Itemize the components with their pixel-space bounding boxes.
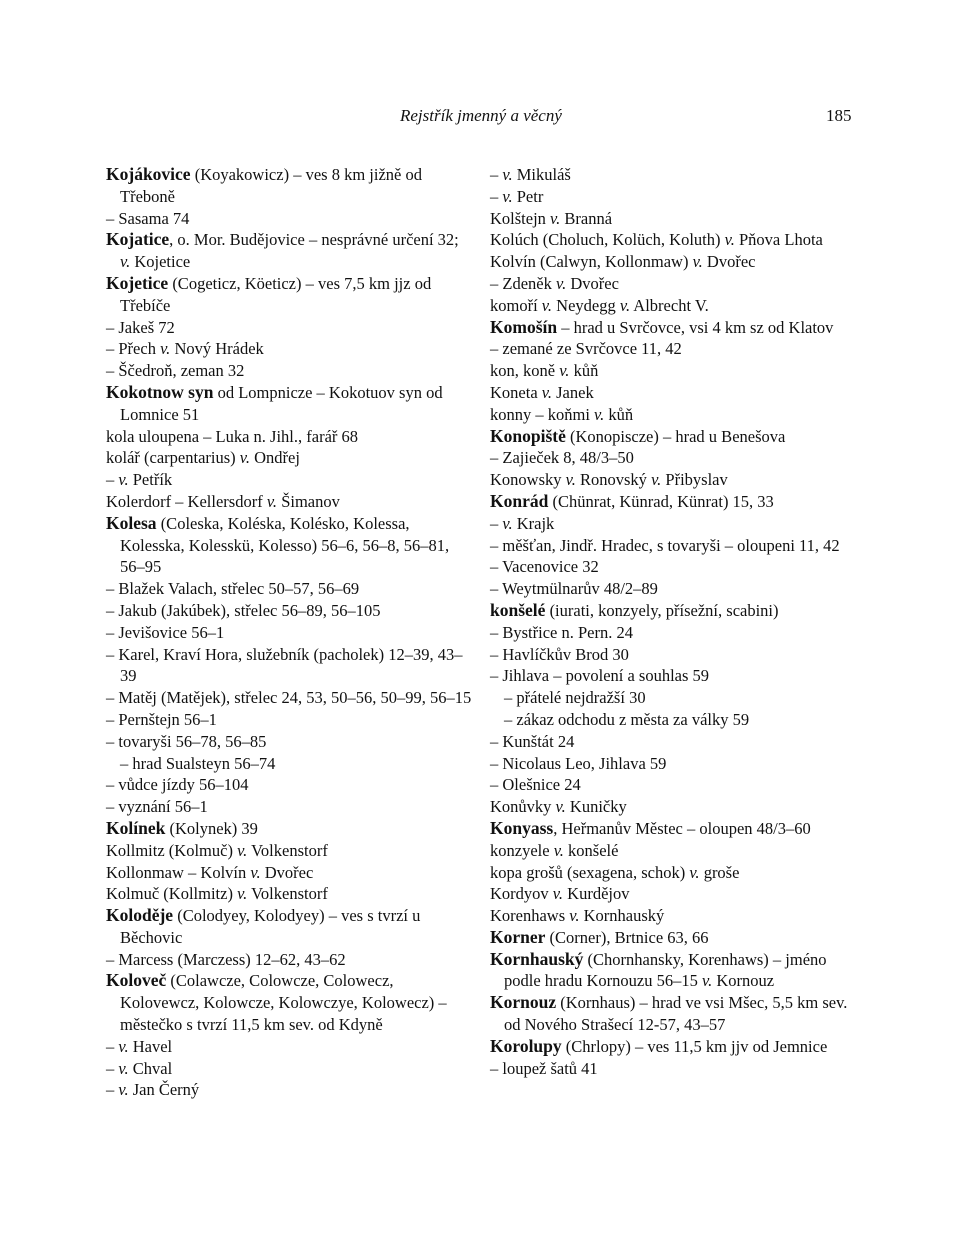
- entry-text: , o. Mor. Budějovice – nesprávné určení 32;: [169, 230, 459, 250]
- entry-text: –: [490, 186, 503, 206]
- entry-text: – Weytmülnarův 48/2–89: [490, 579, 658, 599]
- index-entry: [106, 840, 472, 862]
- entry-text: kůň: [604, 404, 634, 424]
- index-entry: [490, 447, 862, 469]
- entry-text: – vůdce jízdy 56–104: [106, 775, 249, 795]
- entry-headword: Konopiště: [490, 425, 566, 446]
- entry-text: – Jakub (Jakúbek), střelec 56–89, 56–105: [106, 600, 381, 620]
- index-entry: [490, 774, 862, 796]
- entry-text: – hrad u Svrčovce, vsi 4 km sz od Klatov: [557, 317, 834, 337]
- index-entry: [106, 949, 472, 971]
- entry-text: (Chrlopy) – ves 11,5 km jjv od Jemnice: [561, 1036, 828, 1056]
- entry-headword: Kojetice: [106, 272, 169, 293]
- entry-text: (Colodyey, Kolodyey) – ves s tvrzí u Běchovic: [120, 906, 421, 947]
- entry-text: kon, koně: [490, 361, 560, 381]
- entry-text: kolář (carpentarius): [106, 448, 240, 468]
- entry-text: – Jevišovice 56–1: [106, 622, 225, 642]
- entry-headword: Kojatice: [106, 229, 170, 250]
- entry-text: – Karel, Kraví Hora, služebník (pacholek) 12–39, 43–39: [106, 644, 463, 686]
- entry-text: Kornouz: [712, 971, 775, 991]
- entry-text: –: [106, 470, 119, 490]
- entry-headword: Kornhauský: [490, 948, 584, 969]
- entry-text: Dvořec: [260, 862, 314, 882]
- entry-crossref-marker: v.: [692, 252, 703, 272]
- entry-text: – Blažek Valach, střelec 50–57, 56–69: [106, 579, 360, 599]
- index-entry: [106, 360, 472, 382]
- entry-text: Janek: [552, 382, 594, 402]
- entry-text: Kordyov: [490, 884, 553, 904]
- index-entry: [490, 295, 862, 317]
- entry-text: konny – koňmi: [490, 404, 595, 424]
- entry-crossref-marker: v.: [239, 448, 250, 468]
- index-entry: [490, 382, 862, 404]
- entry-text: kola uloupena – Luka n. Jihl., farář 68: [106, 426, 359, 446]
- index-entry: [106, 644, 472, 688]
- entry-crossref-marker: v.: [118, 470, 129, 490]
- index-entry: [490, 927, 862, 949]
- entry-crossref-marker: v.: [118, 1036, 129, 1056]
- index-entry: [490, 338, 862, 360]
- entry-text: (Corner), Brtnice 63, 66: [545, 927, 709, 947]
- entry-text: (Coleska, Koléska, Kolésko, Kolessa, Kolesska, Kolesskü, Kolesso) 56–6, 56–8, 56–81, 56–95: [120, 513, 450, 577]
- entry-text: Petr: [512, 186, 544, 206]
- entry-text: Šimanov: [277, 491, 340, 511]
- index-entry: [490, 1058, 862, 1080]
- entry-headword: Kokotnow syn: [106, 381, 214, 402]
- index-entry: [490, 665, 862, 687]
- index-entry: [106, 753, 472, 775]
- entry-text: kopa grošů (sexagena, schok): [490, 862, 690, 882]
- index-entry: [106, 970, 472, 1035]
- entry-text: Mikuláš: [512, 165, 571, 184]
- entry-text: kůň: [569, 361, 599, 381]
- entry-text: Koneta: [490, 382, 542, 402]
- index-entry: [490, 818, 862, 840]
- entry-headword: Kornouz: [490, 992, 557, 1013]
- index-entry: [106, 1058, 472, 1080]
- entry-text: (Cogeticz, Köeticz) – ves 7,5 km jjz od Třebíče: [120, 273, 432, 315]
- entry-headword: Kojákovice: [106, 164, 191, 184]
- index-entry: [490, 840, 862, 862]
- index-entry: [490, 600, 862, 622]
- entry-text: – hrad Sualsteyn 56–74: [120, 753, 276, 773]
- entry-text: Dvořec: [566, 273, 619, 293]
- entry-text: – Sasama 74: [106, 208, 190, 228]
- entry-text: – přátelé nejdražší 30: [504, 688, 646, 708]
- entry-text: – Kunštát 24: [490, 731, 575, 751]
- entry-crossref-marker: v.: [724, 230, 735, 250]
- entry-crossref-marker: v.: [689, 862, 700, 882]
- index-entry: [490, 862, 862, 884]
- index-entry: [106, 317, 472, 339]
- entry-text: (Konopiscze) – hrad u Benešova: [565, 426, 786, 446]
- entry-headword: Kolínek: [106, 817, 166, 838]
- entry-text: – Jakeš 72: [106, 317, 175, 337]
- entry-text: Kuničky: [565, 797, 627, 817]
- entry-text: Konowsky: [490, 470, 566, 490]
- index-entry: [106, 1036, 472, 1058]
- entry-headword: Korner: [490, 926, 546, 947]
- entry-text: Kurdějov: [563, 884, 630, 904]
- entry-text: (Kolynek) 39: [165, 818, 258, 838]
- index-entry: [106, 883, 472, 905]
- entry-text: Albrecht V.: [630, 295, 709, 315]
- entry-text: od Lompnicze – Kokotuov syn od Lomnice 51: [120, 382, 443, 424]
- index-entry: [106, 469, 472, 491]
- entry-text: Kojetice: [130, 252, 191, 272]
- index-entry: [490, 949, 862, 993]
- entry-text: Kolštejn: [490, 208, 551, 228]
- entry-text: Kollonmaw – Kolvín: [106, 862, 251, 882]
- index-entry: [490, 644, 862, 666]
- entry-crossref-marker: v.: [250, 862, 261, 882]
- entry-text: Konůvky: [490, 797, 556, 817]
- entry-text: Volkenstorf: [247, 840, 328, 860]
- entry-text: – zákaz odchodu z města za války 59: [504, 709, 750, 729]
- index-entry: [106, 709, 472, 731]
- index-entry: [490, 622, 862, 644]
- index-entry: [106, 382, 472, 426]
- entry-headword: Komošín: [490, 316, 558, 337]
- entry-text: – Přech: [106, 339, 161, 359]
- entry-crossref-marker: v.: [569, 906, 580, 926]
- entry-text: Kornhauský: [579, 906, 665, 926]
- entry-text: Pňova Lhota: [734, 230, 823, 250]
- index-entry: [106, 1079, 472, 1101]
- entry-text: – vyznání 56–1: [106, 797, 208, 817]
- entry-text: Krajk: [512, 513, 555, 533]
- running-header-title: Rejstřík jmenný a věcný: [400, 106, 562, 125]
- index-entry: [490, 535, 862, 557]
- entry-crossref-marker: v.: [502, 513, 513, 533]
- entry-text: – Zdeněk: [490, 273, 556, 293]
- index-entry: [106, 447, 472, 469]
- index-entry: [490, 883, 862, 905]
- index-entry: [106, 600, 472, 622]
- index-entry: [106, 796, 472, 818]
- entry-crossref-marker: v.: [553, 840, 564, 860]
- index-entry: [106, 818, 472, 840]
- index-entry: [106, 338, 472, 360]
- entry-text: (Chünrat, Künrad, Künrat) 15, 33: [548, 491, 774, 511]
- entry-crossref-marker: v.: [550, 208, 561, 228]
- index-entry: [490, 360, 862, 382]
- entry-headword: Koloděje: [106, 905, 174, 926]
- entry-text: – zemané ze Svrčovce 11, 42: [490, 339, 682, 359]
- index-entry: [106, 229, 472, 273]
- index-entry: [106, 731, 472, 753]
- index-entry: [490, 556, 862, 578]
- entry-text: – Pernštejn 56–1: [106, 709, 217, 729]
- entry-crossref-marker: v.: [160, 339, 171, 359]
- entry-text: Neydegg: [552, 295, 620, 315]
- index-entry: [106, 622, 472, 644]
- index-entry: [490, 208, 862, 230]
- entry-crossref-marker: v.: [502, 186, 513, 206]
- entry-text: –: [490, 513, 503, 533]
- index-entry: [490, 273, 862, 295]
- entry-headword: Konyass: [490, 817, 554, 838]
- index-entry: [490, 709, 862, 731]
- entry-text: –: [106, 1036, 119, 1056]
- entry-text: (Koyakowicz) – ves 8 km jižně od Třeboně: [120, 165, 422, 206]
- entry-text: konšelé: [563, 840, 619, 860]
- entry-headword: Konrád: [490, 490, 549, 511]
- entry-text: – Bystřice n. Pern. 24: [490, 622, 633, 642]
- entry-text: – Havlíčkův Brod 30: [490, 644, 629, 664]
- index-entry: [490, 491, 862, 513]
- entry-text: – loupež šatů 41: [490, 1058, 598, 1078]
- entry-crossref-marker: v.: [120, 252, 131, 272]
- entry-text: , Heřmanův Městec – oloupen 48/3–60: [553, 818, 811, 838]
- index-entry: [106, 862, 472, 884]
- page-number: 185: [826, 106, 852, 125]
- index-entry: [490, 513, 862, 535]
- entry-text: Kolerdorf – Kellersdorf: [106, 491, 267, 511]
- index-entry: [490, 469, 862, 491]
- entry-text: – Ščedroň, zeman 32: [106, 361, 245, 381]
- index-entry: [490, 578, 862, 600]
- entry-crossref-marker: v.: [237, 840, 248, 860]
- index-entry: [106, 491, 472, 513]
- entry-text: Kollmitz (Kolmuč): [106, 840, 238, 860]
- entry-crossref-marker: v.: [701, 971, 713, 991]
- entry-text: – Olešnice 24: [490, 775, 581, 795]
- index-entry: [490, 905, 862, 927]
- entry-text: – Marcess (Marczess) 12–62, 43–62: [106, 949, 346, 969]
- index-entry: [490, 251, 862, 273]
- entry-text: –: [490, 165, 503, 184]
- index-column-left: [106, 164, 472, 1101]
- entry-crossref-marker: v.: [555, 273, 567, 293]
- entry-text: (Colawcze, Colowcze, Colowecz, Kolovewcz, Kolowcze, Kolowczye, Kolowecz) – městečko s tvrzí 11,5 km sev. od Kdyně: [120, 971, 447, 1035]
- entry-text: Volkenstorf: [247, 884, 328, 904]
- entry-headword: Kolesa: [106, 512, 157, 533]
- entry-text: komoří: [490, 295, 542, 315]
- index-entry: [490, 404, 862, 426]
- entry-text: Dvořec: [702, 252, 756, 272]
- index-entry: [106, 905, 472, 949]
- entry-crossref-marker: v.: [237, 884, 248, 904]
- entry-text: Přibyslav: [661, 470, 728, 490]
- entry-crossref-marker: v.: [118, 1058, 129, 1078]
- index-entry: [106, 208, 472, 230]
- index-entry: [106, 578, 472, 600]
- entry-text: groše: [699, 862, 740, 882]
- index-entry: [106, 774, 472, 796]
- entry-text: Kolmuč (Kollmitz): [106, 884, 238, 904]
- index-entry: [106, 426, 472, 448]
- entry-crossref-marker: v.: [565, 470, 576, 490]
- index-entry: [490, 796, 862, 818]
- entry-text: Kolvín (Calwyn, Kollonmaw): [490, 252, 693, 272]
- index-entry: [106, 164, 472, 208]
- index-entry: [490, 731, 862, 753]
- entry-crossref-marker: v.: [651, 470, 662, 490]
- entry-crossref-marker: v.: [555, 797, 566, 817]
- entry-text: – měšťan, Jindř. Hradec, s tovaryši – oloupeni 11, 42: [490, 535, 840, 555]
- entry-text: (Chornhansky, Korenhaws) – jméno podle hradu Kornouzu 56–15: [504, 949, 827, 991]
- entry-crossref-marker: v.: [559, 361, 570, 381]
- entry-text: Korenhaws: [490, 906, 570, 926]
- entry-text: Petřík: [128, 470, 173, 490]
- entry-text: Ronovský: [575, 470, 652, 490]
- index-entry: [490, 753, 862, 775]
- entry-crossref-marker: v.: [118, 1080, 129, 1100]
- entry-crossref-marker: v.: [502, 165, 513, 184]
- entry-text: Ondřej: [250, 448, 300, 468]
- entry-text: (Kornhaus) – hrad ve vsi Mšec, 5,5 km sev. od Nového Strašecí 12-57, 43–57: [504, 993, 848, 1035]
- entry-headword: Korolupy: [490, 1035, 562, 1056]
- index-entry: [490, 426, 862, 448]
- entry-text: Kolúch (Choluch, Kolüch, Koluth): [490, 230, 725, 250]
- index-entry: [106, 513, 472, 578]
- entry-crossref-marker: v.: [266, 491, 278, 511]
- entry-text: – Vacenovice 32: [490, 557, 599, 577]
- entry-text: Chval: [128, 1058, 173, 1078]
- index-entry: [106, 687, 472, 709]
- entry-text: Jan Černý: [128, 1080, 200, 1100]
- entry-crossref-marker: v.: [541, 295, 553, 315]
- index-entry: [490, 992, 862, 1036]
- entry-text: – Zajieček 8, 48/3–50: [490, 448, 634, 468]
- entry-text: – Nicolaus Leo, Jihlava 59: [490, 753, 667, 773]
- entry-text: Nový Hrádek: [170, 339, 264, 359]
- entry-headword: Koloveč: [106, 970, 167, 991]
- entry-crossref-marker: v.: [619, 295, 631, 315]
- entry-text: Branná: [560, 208, 613, 228]
- entry-text: konzyele: [490, 840, 554, 860]
- entry-crossref-marker: v.: [594, 404, 605, 424]
- entry-crossref-marker: v.: [541, 382, 553, 402]
- index-entry: [490, 229, 862, 251]
- entry-text: – Jihlava – povolení a souhlas 59: [490, 666, 710, 686]
- entry-text: – Matěj (Matějek), střelec 24, 53, 50–56, 50–99, 56–15: [106, 688, 472, 708]
- entry-text: –: [106, 1080, 119, 1100]
- entry-crossref-marker: v.: [552, 884, 564, 904]
- index-entry: [490, 1036, 862, 1058]
- entry-text: (iurati, konzyely, přísežní, scabini): [545, 600, 779, 620]
- entry-text: Havel: [128, 1036, 173, 1056]
- index-entry: [490, 186, 862, 208]
- entry-text: –: [106, 1058, 119, 1078]
- index-entry: [490, 687, 862, 709]
- entry-text: – tovaryši 56–78, 56–85: [106, 731, 267, 751]
- index-entry: [490, 164, 862, 186]
- entry-headword: konšelé: [490, 599, 546, 620]
- index-column-right: [490, 164, 862, 1079]
- index-entry: [490, 317, 862, 339]
- index-entry: [106, 273, 472, 317]
